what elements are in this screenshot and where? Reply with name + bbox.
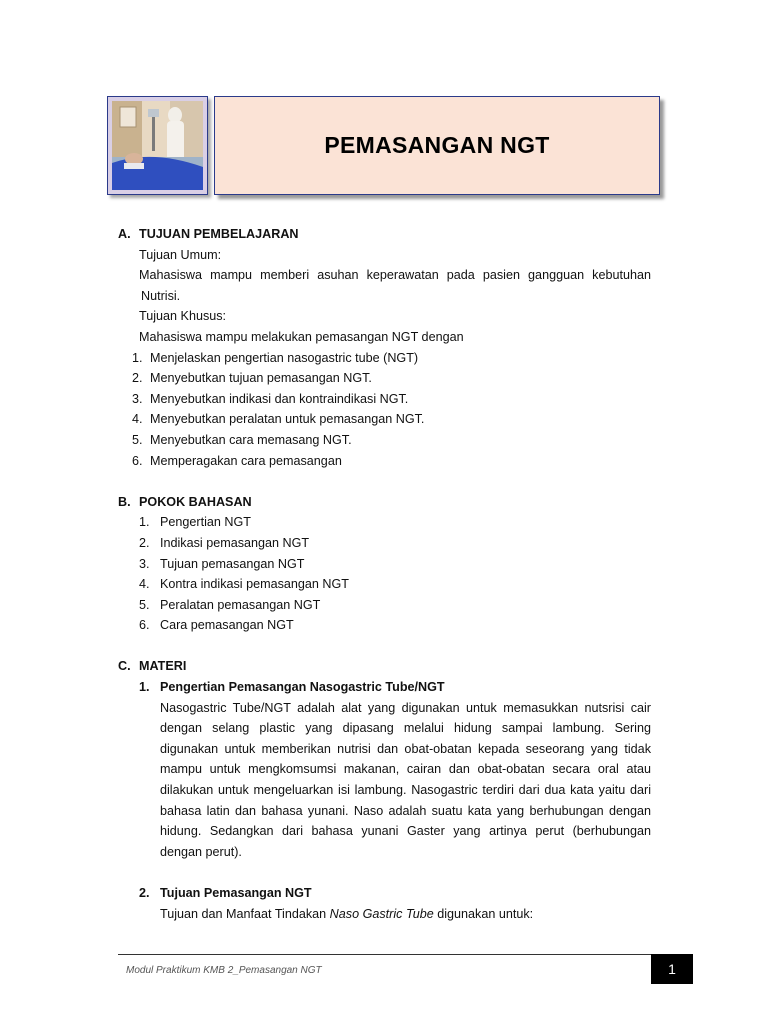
tujuan-umum-text-1: Mahasiswa mampu memberi asuhan keperawatan pada pasien gangguan kebutuhan xyxy=(139,268,651,283)
list-item xyxy=(118,430,651,451)
list-text: Menyebutkan indikasi dan kontraindikasi NGT. xyxy=(150,391,409,406)
list-item xyxy=(118,389,651,410)
patient-bed-photo xyxy=(112,101,203,190)
list-text: Menjelaskan pengertian nasogastric tube (NGT) xyxy=(150,350,419,365)
list-text: Kontra indikasi pemasangan NGT xyxy=(160,577,350,592)
list-number: 5. xyxy=(132,432,143,447)
list-text: Memperagakan cara pemasangan xyxy=(150,453,342,468)
list-item xyxy=(118,595,651,616)
footer-text: Modul Praktikum KMB 2_Pemasangan NGT xyxy=(126,965,322,976)
list-text: Menyebutkan peralatan untuk pemasangan NGT. xyxy=(150,412,425,427)
list-number: 3. xyxy=(139,556,150,571)
footer-rule xyxy=(118,954,651,955)
list-text: Tujuan pemasangan NGT xyxy=(160,556,305,571)
italic-term: Naso Gastric Tube xyxy=(329,906,434,921)
pokok-bahasan-list xyxy=(118,512,651,636)
list-item xyxy=(118,409,651,430)
section-title: POKOK BAHASAN xyxy=(139,494,252,509)
text-run: digunakan untuk: xyxy=(433,906,534,921)
list-number: 5. xyxy=(139,597,150,612)
list-item xyxy=(118,451,651,472)
text-run: Tujuan dan Manfaat Tindakan xyxy=(160,906,330,921)
list-text: Menyebutkan cara memasang NGT. xyxy=(150,432,352,447)
list-text: Pengertian NGT xyxy=(160,515,251,530)
list-item xyxy=(118,512,651,533)
subsection-1-heading xyxy=(118,677,651,698)
list-item xyxy=(118,348,651,369)
list-item xyxy=(118,574,651,595)
list-item xyxy=(118,554,651,575)
subsection-number: 2. xyxy=(139,886,150,900)
list-number: 4. xyxy=(132,412,143,427)
title-box xyxy=(214,96,660,195)
list-number: 2. xyxy=(139,535,150,550)
document-title: PEMASANGAN NGT xyxy=(324,132,550,158)
subsection-title: Tujuan Pemasangan NGT xyxy=(160,886,312,900)
section-title: MATERI xyxy=(139,659,187,674)
subsection-2-heading xyxy=(118,883,651,904)
list-text: Cara pemasangan NGT xyxy=(160,618,294,633)
list-number: 1. xyxy=(132,350,143,365)
tujuan-umum-text-2: Nutrisi. xyxy=(141,288,181,303)
section-letter: A. xyxy=(118,227,131,241)
page-number: 1 xyxy=(668,961,676,977)
section-letter: C. xyxy=(118,659,131,674)
section-a-heading xyxy=(118,224,651,245)
list-number: 6. xyxy=(139,618,150,633)
list-item xyxy=(118,368,651,389)
list-item xyxy=(118,615,651,636)
tujuan-khusus-list xyxy=(118,348,651,472)
section-letter: B. xyxy=(118,494,131,509)
tujuan-manfaat-line xyxy=(118,904,651,925)
list-text: Indikasi pemasangan NGT xyxy=(160,535,310,550)
pengertian-paragraph: Nasogastric Tube/NGT adalah alat yang digunakan untuk memasukkan nutsrisi cair dengan selang plastic yang dipasang melalui hidung sampai lambung. Sering digunakan untuk memberikan nutrisi dan obat-obatan kepada seseorang yang tidak mampu untuk mengkomsumsi makanan, cairan dan obat-obatan secara oral atau dilakukan untuk mengeluarkan isi lambung. Nasogastric terdiri dari dua kata yaitu dari bahasa latin dan bahasa yunani. Naso adalah suatu kata yang berhubungan dengan hidung. Sedangkan dari bahasa yunani Gaster yang artinya perut (berhubungan dengan perut). xyxy=(160,700,651,859)
tujuan-umum-label: Tujuan Umum: xyxy=(139,247,222,262)
section-title: TUJUAN PEMBELAJARAN xyxy=(139,227,299,241)
list-number: 1. xyxy=(139,515,150,530)
list-text: Menyebutkan tujuan pemasangan NGT. xyxy=(150,371,372,386)
page-number-box xyxy=(651,954,693,984)
section-c-heading xyxy=(118,656,651,677)
section-b-heading xyxy=(118,492,651,513)
list-item xyxy=(118,533,651,554)
list-number: 3. xyxy=(132,391,143,406)
document-body xyxy=(118,224,651,924)
list-number: 2. xyxy=(132,371,143,386)
list-number: 6. xyxy=(132,453,143,468)
tujuan-khusus-intro: Mahasiswa mampu melakukan pemasangan NGT dengan xyxy=(139,329,464,344)
list-text: Peralatan pemasangan NGT xyxy=(160,597,321,612)
header-photo-frame xyxy=(107,96,208,195)
subsection-number: 1. xyxy=(139,680,150,695)
list-number: 4. xyxy=(139,577,150,592)
subsection-title: Pengertian Pemasangan Nasogastric Tube/NGT xyxy=(160,680,445,695)
tujuan-khusus-label: Tujuan Khusus: xyxy=(139,309,227,324)
